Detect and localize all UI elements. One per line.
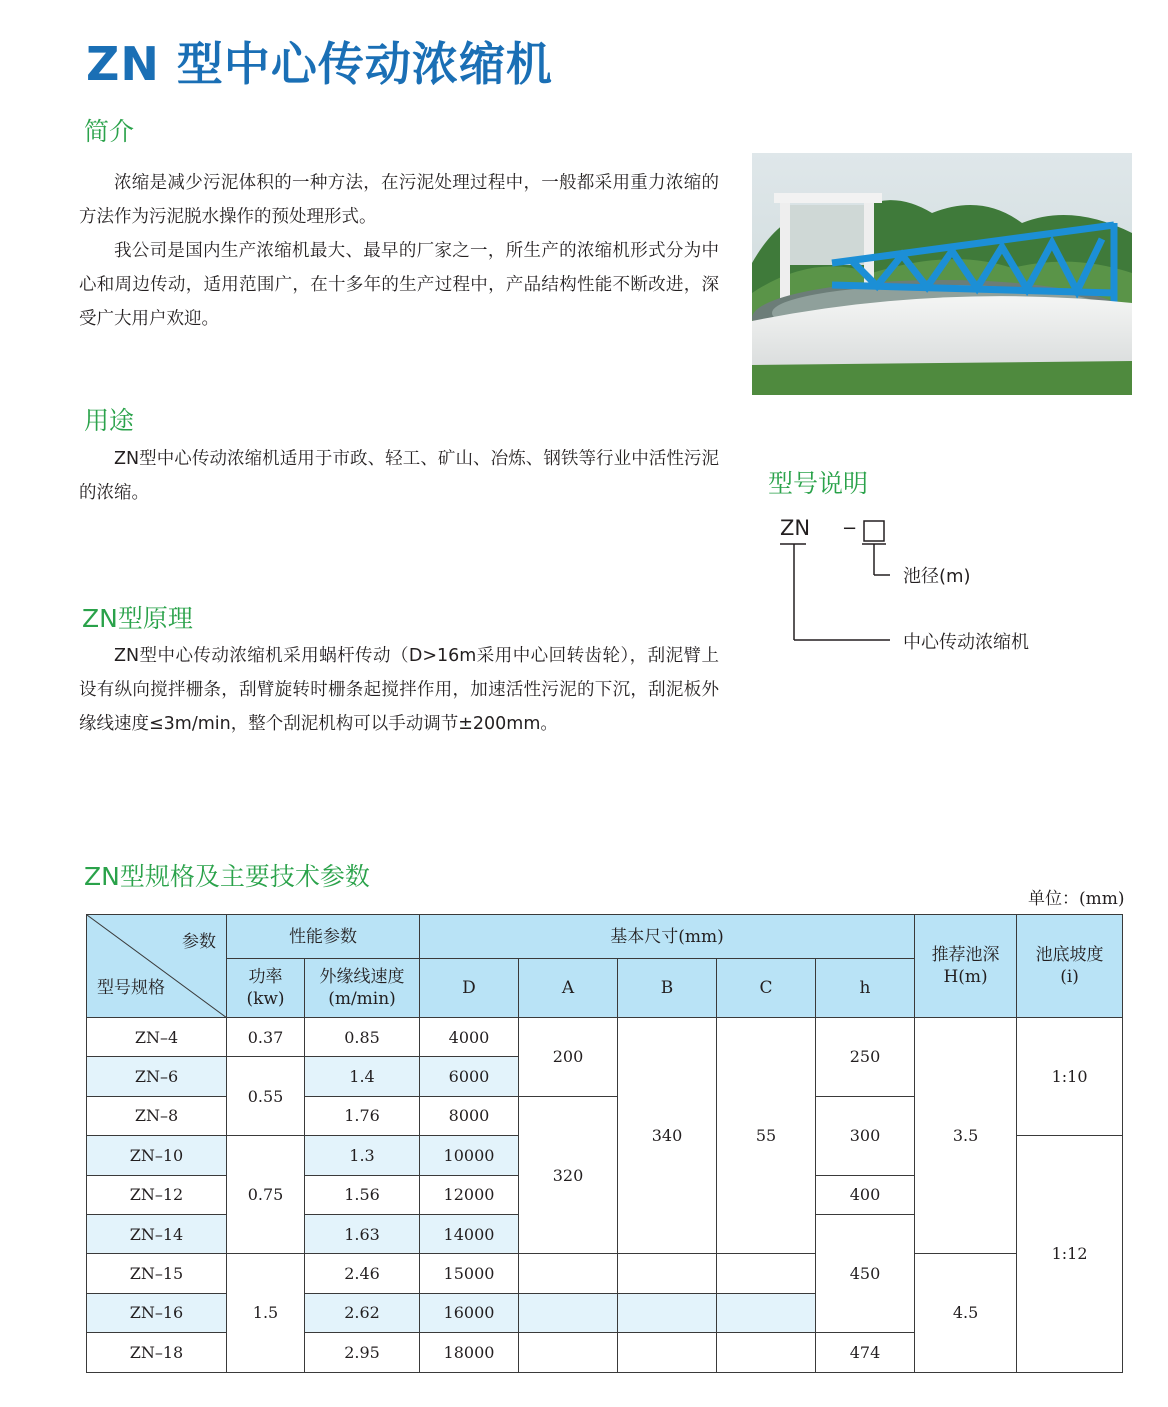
spec-table [86, 914, 1123, 1373]
a-cell-empty [519, 1333, 618, 1372]
b-cell-empty [618, 1333, 717, 1372]
usage-text [79, 442, 719, 510]
power-cell: 0.55 [227, 1057, 305, 1136]
principle-text [79, 639, 719, 741]
speed-cell: 2.95 [305, 1333, 420, 1372]
table-row [87, 1018, 1123, 1057]
diameter-cell: 6000 [420, 1057, 519, 1096]
unit-label: 单位：(mm) [1028, 889, 1125, 909]
model-heading: 型号说明 [768, 469, 869, 498]
a-cell-empty [519, 1293, 618, 1332]
model-cell: ZN–15 [87, 1254, 227, 1293]
header-speed-unit: (m/min) [328, 989, 396, 1009]
model-cell: ZN–4 [87, 1018, 227, 1057]
h-cell: 300 [816, 1096, 915, 1175]
slope-cell: 1:10 [1017, 1018, 1123, 1136]
speed-cell: 1.4 [305, 1057, 420, 1096]
speed-cell: 2.62 [305, 1293, 420, 1332]
usage-paragraph: ZN型中心传动浓缩机适用于市政、轻工、矿山、冶炼、钢铁等行业中活性污泥的浓缩。 [79, 449, 719, 503]
header-h: h [816, 959, 915, 1018]
diameter-cell: 4000 [420, 1018, 519, 1057]
speed-cell: 2.46 [305, 1254, 420, 1293]
header-D: D [420, 959, 519, 1018]
h-cell: 400 [816, 1175, 915, 1214]
principle-paragraph: ZN型中心传动浓缩机采用蜗杆传动（D>16m采用中心回转齿轮），刮泥臂上设有纵向搅拌栅条，刮臂旋转时栅条起搅拌作用，加速活性污泥的下沉，刮泥板外缘线速度≤3m/min，整个刮泥机构可以手动调节±200mm。 [79, 646, 719, 734]
model-cell: ZN–12 [87, 1175, 227, 1214]
thickener-photo [752, 153, 1132, 395]
header-power [227, 959, 305, 1018]
model-dash: − [842, 518, 858, 539]
model-cell: ZN–18 [87, 1333, 227, 1372]
speed-cell: 1.76 [305, 1096, 420, 1135]
b-cell: 340 [618, 1018, 717, 1254]
header-power-label: 功率 [248, 967, 283, 987]
speed-cell: 1.56 [305, 1175, 420, 1214]
diameter-cell: 12000 [420, 1175, 519, 1214]
a-cell: 200 [519, 1018, 618, 1097]
power-cell: 1.5 [227, 1254, 305, 1372]
header-depth [915, 915, 1017, 1018]
header-C: C [717, 959, 816, 1018]
header-slope-unit: (i) [1060, 967, 1079, 987]
depth-cell: 4.5 [915, 1254, 1017, 1372]
c-cell-empty [717, 1254, 816, 1293]
a-cell-empty [519, 1254, 618, 1293]
model-code: ZN [780, 516, 811, 540]
depth-cell: 3.5 [915, 1018, 1017, 1254]
header-A: A [519, 959, 618, 1018]
header-depth-label: 推荐池深 [931, 945, 1000, 965]
diameter-cell: 16000 [420, 1293, 519, 1332]
header-basic-size: 基本尺寸(mm) [420, 915, 915, 959]
intro-paragraph-1: 浓缩是减少污泥体积的一种方法，在污泥处理过程中，一般都采用重力浓缩的方法作为污泥脱水操作的预处理形式。 [79, 173, 719, 227]
diameter-cell: 15000 [420, 1254, 519, 1293]
header-speed [305, 959, 420, 1018]
diameter-cell: 8000 [420, 1096, 519, 1135]
h-cell: 474 [816, 1333, 915, 1372]
header-performance: 性能参数 [227, 915, 420, 959]
header-speed-label: 外缘线速度 [319, 967, 405, 987]
c-cell: 55 [717, 1018, 816, 1254]
power-cell: 0.75 [227, 1136, 305, 1254]
h-cell: 250 [816, 1018, 915, 1097]
speed-cell: 0.85 [305, 1018, 420, 1057]
speed-cell: 1.63 [305, 1214, 420, 1253]
intro-text [79, 166, 719, 336]
header-slope [1017, 915, 1123, 1018]
b-cell-empty [618, 1254, 717, 1293]
spec-heading: ZN型规格及主要技术参数 [84, 862, 370, 891]
h-cell: 450 [816, 1214, 915, 1332]
diameter-cell: 18000 [420, 1333, 519, 1372]
model-cell: ZN–6 [87, 1057, 227, 1096]
diameter-cell: 14000 [420, 1214, 519, 1253]
model-cell: ZN–14 [87, 1214, 227, 1253]
c-cell-empty [717, 1293, 816, 1332]
model-cell: ZN–10 [87, 1136, 227, 1175]
usage-heading: 用途 [84, 406, 135, 435]
b-cell-empty [618, 1293, 717, 1332]
c-cell-empty [717, 1333, 816, 1372]
header-depth-unit: H(m) [943, 967, 988, 987]
model-cell: ZN–8 [87, 1096, 227, 1135]
power-cell: 0.37 [227, 1018, 305, 1057]
principle-heading: ZN型原理 [82, 604, 193, 633]
machine-label: 中心传动浓缩机 [903, 632, 1029, 653]
diameter-cell: 10000 [420, 1136, 519, 1175]
header-diagonal-cell [87, 915, 227, 1018]
header-model-spec: 型号规格 [97, 978, 165, 998]
a-cell: 320 [519, 1096, 618, 1254]
header-slope-label: 池底坡度 [1035, 945, 1104, 965]
speed-cell: 1.3 [305, 1136, 420, 1175]
intro-paragraph-2: 我公司是国内生产浓缩机最大、最早的厂家之一，所生产的浓缩机形式分为中心和周边传动，适用范围广，在十多年的生产过程中，产品结构性能不断改进，深受广大用户欢迎。 [79, 241, 719, 329]
intro-heading: 简介 [84, 117, 135, 146]
slope-cell: 1:12 [1017, 1136, 1123, 1372]
model-cell: ZN–16 [87, 1293, 227, 1332]
diameter-label: 池径(m) [903, 566, 971, 587]
model-code-diagram [770, 510, 1070, 660]
thickener-photo-graphic [752, 153, 1132, 395]
header-power-unit: (kw) [246, 989, 285, 1009]
header-param: 参数 [182, 932, 216, 952]
page-title: ZN 型中心传动浓缩机 [86, 37, 553, 91]
table-row [87, 1254, 1123, 1293]
header-B: B [618, 959, 717, 1018]
